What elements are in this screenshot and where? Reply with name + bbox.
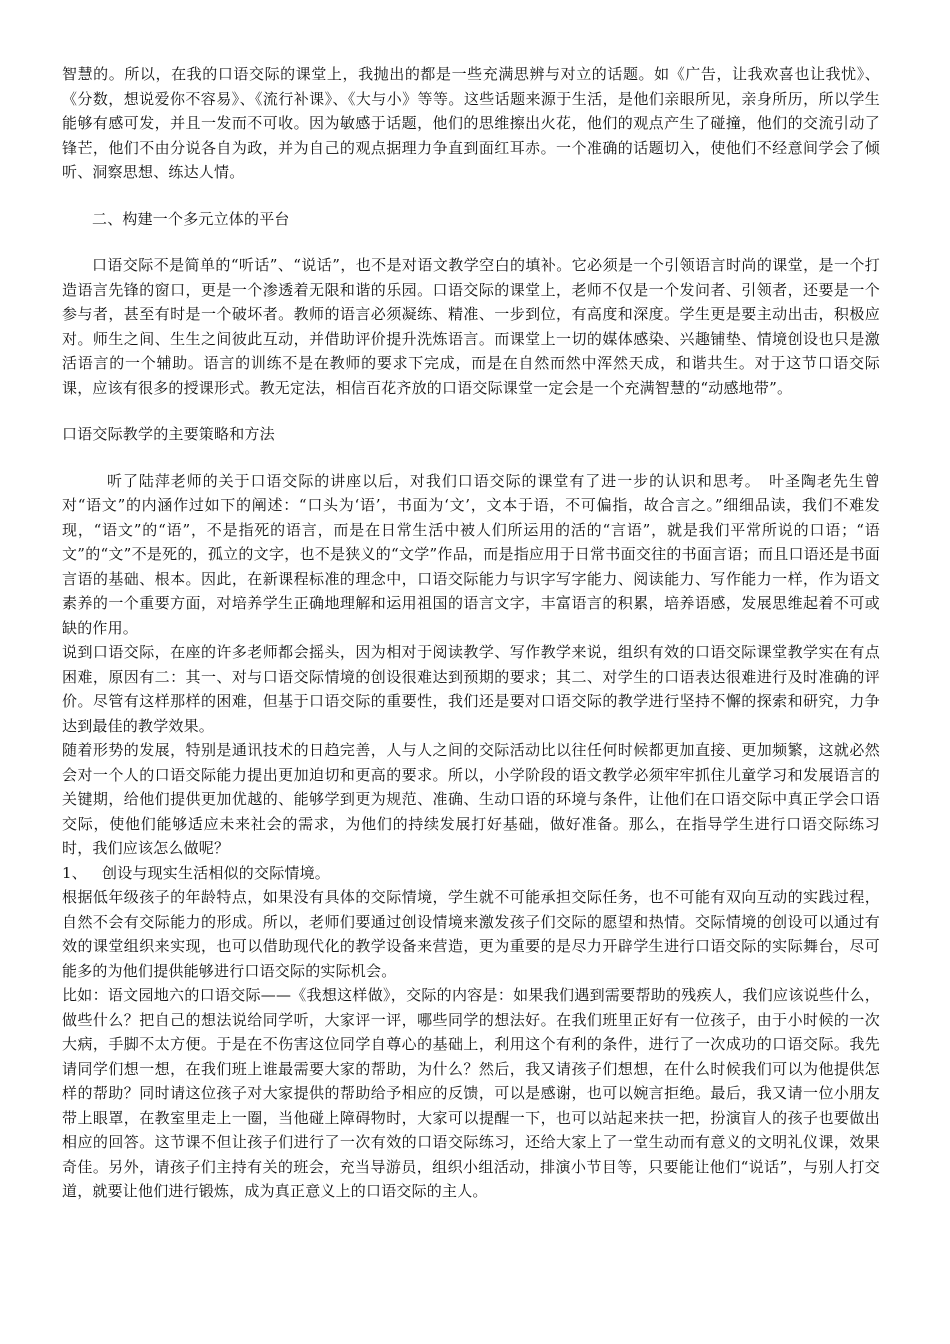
paragraph-example: 比如：语文园地六的口语交际——《我想这样做》，交际的内容是：如果我们遇到需要帮助的残疾人，我们应该说些什么，做些什么？把自己的想法说给同学听，大家评一评，哪些同学的想法好。在我们班里正好有一位孩子，由于小时候的一次大病，手脚不太方便。于是在不伤害这位同学自尊心的基础上，利用这个有利的条件，进行了一次成功的口语交际。我先请同学们想一想，在我们班上谁最需要大家的帮助，为什么？然后，我又请孩子们想想，在什么时候我们可以为他提供怎样的帮助？同时请这位孩子对大家提供的帮助给予相应的反馈，可以是感谢，也可以婉言拒绝。最后，我又请一位小朋友带上眼罩，在教室里走上一圈，当他碰上障碍物时，大家可以提醒一下，也可以站起来扶一把，扮演盲人的孩子也要做出相应的回答。这节课不但让孩子们进行了一次有效的口语交际练习，还给大家上了一堂生动而有意义的文明礼仪课，效果奇佳。另外，请孩子们主持有关的班会，充当导游员，组织小组活动，排演小节目等，只要能让他们“说话”，与别人打交道，就要让他们进行锻炼，成为真正意义上的口语交际的主人。 — [62, 986, 880, 1200]
paragraph-lecture: 听了陆萍老师的关于口语交际的讲座以后，对我们口语交际的课堂有了进一步的认识和思考。 叶圣陶老先生曾对“语文”的内涵作过如下的阐述：“口头为‘语’，书面为‘文’，文本于语，不可偏指，故合言之。”细细品读，我们不难发现，“语文”的“语”，不是指死的语言，而是在日常生活中被人们所运用的活的“言语”，就是我们平常所说的口语；“语文”的“文”不是死的，孤立的文字，也不是狭义的“文学”作品，而是指应用于日常书面交往的书面言语；而且口语还是书面言语的基础、根本。因此，在新课程标准的理念中，口语交际能力与识字写字能力、阅读能力、写作能力一样，作为语文素养的一个重要方面，对培养学生正确地理解和运用祖国的语言文字，丰富语言的积累，培养语感，发展思维起着不可或缺的作用。 — [62, 471, 880, 637]
paragraph-difficulty: 说到口语交际，在座的许多老师都会摇头，因为相对于阅读教学、写作教学来说，组织有效的口语交际课堂教学实在有点困难，原因有二：其一、对与口语交际情境的创设很难达到预期的要求；其二、对学生的口语表达很难进行及时准确的评价。尽管有这样那样的困难，但基于口语交际的重要性，我们还是要对口语交际的教学进行坚持不懈的探索和研究，力争达到最佳的教学效果。 — [62, 643, 880, 735]
paragraph-situation: 根据低年级孩子的年龄特点，如果没有具体的交际情境，学生就不可能承担交际任务，也不可能有双向互动的实践过程，自然不会有交际能力的形成。所以，老师们要通过创设情境来激发孩子们交际的愿望和热情。交际情境的创设可以通过有效的课堂组织来实现，也可以借助现代化的教学设备来营造，更为重要的是尽力开辟学生进行口语交际的实际舞台，尽可能多的为他们提供能够进行口语交际的实际机会。 — [62, 888, 880, 980]
paragraph-platform: 口语交际不是简单的“听话”、“说话”，也不是对语文教学空白的填补。它必须是一个引领语言时尚的课堂，是一个打造语言先锋的窗口，更是一个渗透着无限和谐的乐园。口语交际的课堂上，老师不仅是一个发问者、引领者，还要是一个参与者，甚至有时是一个破坏者。教师的语言必须凝练、精准、一步到位，有高度和深度。学生更是要主动出击，积极应对。师生之间、生生之间彼此互动，并借助评价提升洗炼语言。而课堂上一切的媒体感染、兴趣铺垫、情境创设也只是激活语言的一个辅助。语言的训练不是在教师的要求下完成，而是在自然而然中浑然天成，和谐共生。对于这节口语交际课，应该有很多的授课形式。教无定法，相信百花齐放的口语交际课堂一定会是一个充满智慧的“动感地带”。 — [62, 256, 880, 397]
list-item-text: 创设与现实生活相似的交际情境。 — [102, 863, 331, 882]
paragraph-topics: 智慧的。所以，在我的口语交际的课堂上，我抛出的都是一些充满思辨与对立的话题。如《广告，让我欢喜也让我忧》、《分数，想说爱你不容易》、《流行补课》、《大与小》等等。这些话题来源于生活，是他们亲眼所见，亲身所历，所以学生能够有感可发，并且一发而不可收。因为敏感于话题，他们的思维擦出火花，他们的观点产生了碰撞，他们的交流引动了锋芒，他们不由分说各自为政，并为自己的观点据理力争直到面红耳赤。一个准确的话题切入，使他们不经意间学会了倾听、洞察思想、练达人情。 — [62, 65, 880, 181]
section-heading-platform: 二、构建一个多元立体的平台 — [92, 209, 290, 228]
list-item-number: 1、 — [62, 863, 87, 882]
section-heading-strategies: 口语交际教学的主要策略和方法 — [62, 425, 275, 443]
paragraph-development: 随着形势的发展，特别是通讯技术的日趋完善，人与人之间的交际活动比以往任何时候都更加直接、更加频繁，这就必然会对一个人的口语交际能力提出更加迫切和更高的要求。所以，小学阶段的语文教学必须牢牢抓住儿童学习和发展语言的关键期，给他们提供更加优越的、能够学到更为规范、准确、生动口语的环境与条件，让他们在口语交际中真正学会口语交际，使他们能够适应未来社会的需求，为他们的持续发展打好基础，做好准备。那么，在指导学生进行口语交际练习时，我们应该怎么做呢？ — [62, 741, 880, 857]
list-item-1 — [62, 861, 880, 886]
